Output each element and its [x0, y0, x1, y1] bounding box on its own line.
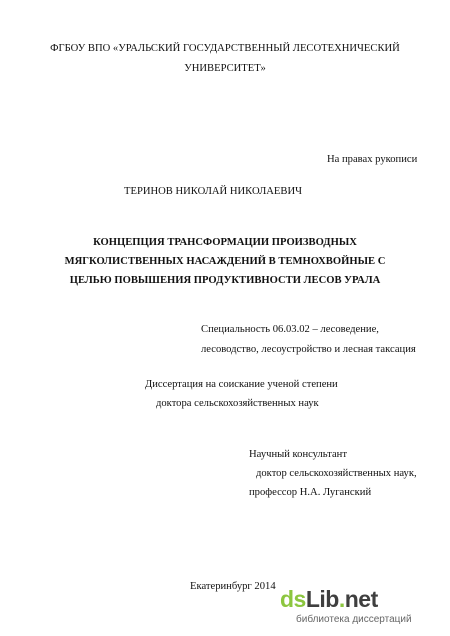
consultant-label: Научный консультант — [249, 449, 347, 460]
dslib-watermark — [280, 586, 440, 626]
institution-line-1: ФГБОУ ВПО «УРАЛЬСКИЙ ГОСУДАРСТВЕННЫЙ ЛЕСОТЕХНИЧЕСКИЙ — [50, 43, 400, 54]
dslib-logo — [280, 586, 378, 613]
title-line-3: ЦЕЛЬЮ ПОВЫШЕНИЯ ПРОДУКТИВНОСТИ ЛЕСОВ УРАЛА — [69, 275, 381, 286]
consultant-degree: доктор сельскохозяйственных наук, — [256, 468, 417, 479]
author-name: ТЕРИНОВ НИКОЛАЙ НИКОЛАЕВИЧ — [124, 186, 302, 197]
specialty-line-2: лесоводство, лесоустройство и лесная таксация — [201, 344, 416, 355]
degree-line-2: доктора сельскохозяйственных наук — [156, 398, 319, 409]
logo-lib: Lib — [305, 586, 339, 612]
title-line-1: КОНЦЕПЦИЯ ТРАНСФОРМАЦИИ ПРОИЗВОДНЫХ — [93, 237, 357, 248]
logo-net: net — [344, 586, 378, 612]
institution-line-2: УНИВЕРСИТЕТ» — [184, 63, 266, 74]
dslib-subtitle: библиотека диссертаций — [296, 614, 412, 625]
consultant-name: профессор Н.А. Луганский — [249, 487, 372, 498]
degree-line-1: Диссертация на соискание ученой степени — [145, 379, 338, 390]
city-year: Екатеринбург 2014 — [190, 581, 276, 592]
rights-notice: На правах рукописи — [327, 154, 418, 165]
title-line-2: МЯГКОЛИСТВЕННЫХ НАСАЖДЕНИЙ В ТЕМНОХВОЙНЫЕ С — [64, 256, 386, 267]
logo-dot: . — [338, 586, 345, 612]
logo-ds: ds — [280, 586, 306, 612]
specialty-line-1: Специальность 06.03.02 – лесоведение, — [201, 324, 379, 335]
